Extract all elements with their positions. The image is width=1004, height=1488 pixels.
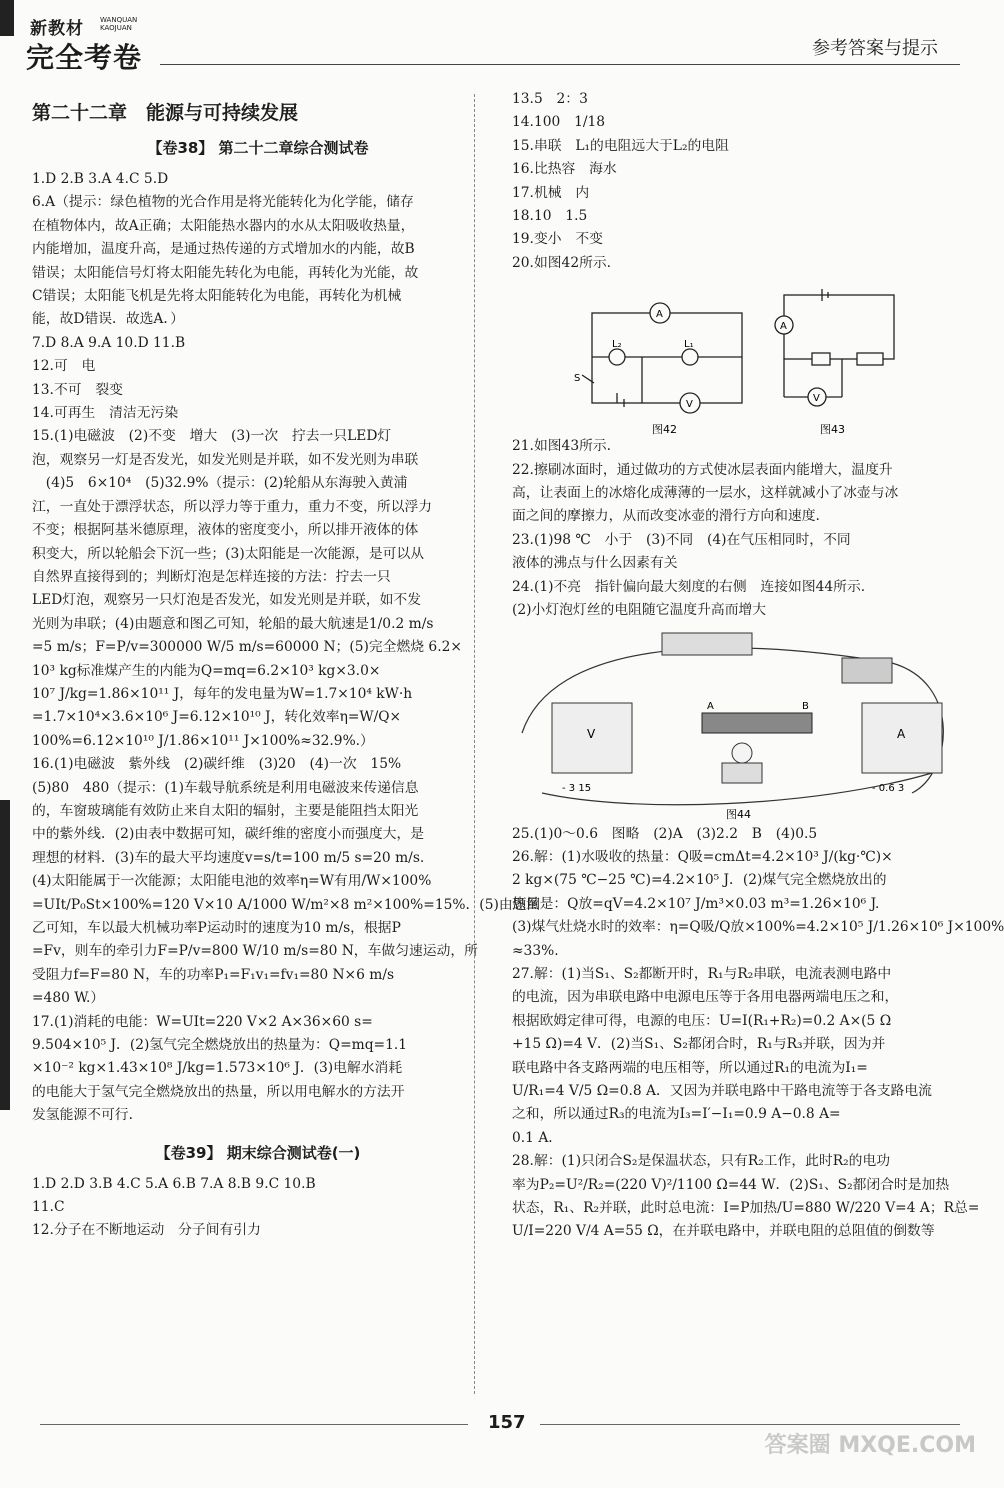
answer-line: (4)太阳能属于一次能源；太阳能电池的效率η=W有用/W×100% bbox=[32, 873, 432, 890]
answers-right-a bbox=[512, 88, 972, 275]
answer-line: 14.可再生 清洁无污染 bbox=[32, 405, 179, 422]
answer-line: 理想的材料．(3)车的最大平均速度v=s/t=100 m/5 s=20 m/s. bbox=[32, 849, 425, 866]
fig44-caption: 图44 bbox=[726, 807, 751, 821]
page-number: 157 bbox=[488, 1412, 526, 1433]
answer-line: 27.解：(1)当S₁、S₂都断开时，R₁与R₂串联，电流表测电路中 bbox=[512, 965, 892, 982]
page-edge-mark bbox=[0, 0, 14, 36]
answer-line: 1.D 2.D 3.B 4.C 5.A 6.B 7.A 8.B 9.C 10.B bbox=[32, 1175, 316, 1192]
answer-line: 17.机械 内 bbox=[512, 184, 590, 201]
answer-line: 在植物体内，故A正确；太阳能热水器内的水从太阳吸收热量， bbox=[32, 217, 415, 234]
answer-line: 7.D 8.A 9.A 10.D 11.B bbox=[32, 334, 186, 351]
answer-line: 24.(1)不亮 指针偏向最大刻度的右侧 连接如图44所示. bbox=[512, 578, 866, 595]
fig43-voltmeter-label: V bbox=[813, 393, 820, 405]
brand-pinyin: WANQUAN KAOJUAN bbox=[100, 16, 138, 32]
answer-line: ≈33%. bbox=[512, 942, 559, 959]
answer-line: 自然界直接得到的；判断灯泡是怎样连接的方法：拧去一只 bbox=[32, 568, 391, 585]
answer-line: =UIt/P₀St×100%=120 V×10 A/1000 W/m²×8 m²×100%=15%．(5)由题图 bbox=[32, 896, 541, 913]
answer-line: 受阻力f=F=80 N，车的功率P₁=F₁v₁=fv₁=80 N×6 m/s bbox=[32, 966, 395, 983]
answer-line: 13.5 2：3 bbox=[512, 91, 588, 107]
answer-line: 热量是：Q放=qV=4.2×10⁷ J/m³×0.03 m³=1.26×10⁶ J. bbox=[512, 895, 880, 912]
answer-line: 高，让表面上的冰熔化成薄薄的一层水，这样就减小了冰壶与冰 bbox=[512, 485, 899, 502]
answer-line: 的电流，因为串联电路中电源电压等于各用电器两端电压之和， bbox=[512, 989, 899, 1006]
answer-line: 19.变小 不变 bbox=[512, 231, 603, 248]
answer-line: 6.A（提示：绿色植物的光合作用是将光能转化为化学能，储存 bbox=[32, 194, 414, 211]
answer-line: 江，一直处于漂浮状态，所以浮力等于重力，重力不变，所以浮力 bbox=[32, 498, 433, 515]
answer-line: 根据欧姆定律可得，电源的电压：U=I(R₁+R₂)=0.2 A×(5 Ω bbox=[512, 1012, 892, 1029]
answer-line: 积变大，所以轮船会下沉一些；(3)太阳能是一次能源，是可以从 bbox=[32, 545, 425, 562]
answer-line: LED灯泡，观察另一只灯泡是否发光，如发光则是并联，如不发 bbox=[32, 592, 422, 609]
answer-line: =1.7×10⁴×3.6×10⁶ J=6.12×10¹⁰ J，转化效率η=W/Q× bbox=[32, 709, 402, 726]
figures-42-43 bbox=[512, 275, 972, 435]
answer-line: 发氢能源不可行． bbox=[32, 1107, 143, 1124]
answer-line: 25.(1)0～0.6 图略 (2)A (3)2.2 B (4)0.5 bbox=[512, 825, 818, 842]
answer-line: 15.串联 L₁的电阻远大于L₂的电阻 bbox=[512, 137, 729, 154]
answer-line: +15 Ω)=4 V．(2)当S₁、S₂都闭合时，R₁与R₃并联，因为并 bbox=[512, 1036, 886, 1053]
fig44-ammeter-terminals: - 0.6 3 bbox=[872, 782, 905, 794]
answer-line: C错误；太阳能飞机是先将太阳能转化为电能，再转化为机械 bbox=[32, 288, 402, 305]
figure-43-circuit bbox=[775, 289, 894, 406]
fig44-b-end-label: B bbox=[802, 700, 809, 712]
answer-line: 面之间的摩擦力，从而改变冰壶的滑行方向和速度. bbox=[512, 508, 820, 525]
answer-line: 13.不可 裂变 bbox=[32, 381, 123, 398]
answer-line: 2 kg×(75 ℃−25 ℃)=4.2×10⁵ J．(2)煤气完全燃烧放出的 bbox=[512, 872, 887, 889]
answer-line: 12.可 电 bbox=[32, 358, 96, 375]
answer-line: 26.解：(1)水吸收的热量：Q吸=cmΔt=4.2×10³ J/(kg·℃)× bbox=[512, 848, 893, 865]
fig42-ammeter-label: A bbox=[656, 309, 663, 321]
experiment-photo bbox=[512, 623, 972, 823]
section-title-38: 【卷38】 第二十二章综合测试卷 bbox=[147, 139, 369, 157]
answer-line: 液体的沸点与什么因素有关 bbox=[512, 555, 678, 572]
footer-rule-left bbox=[40, 1424, 468, 1425]
fig43-ammeter-label: A bbox=[780, 321, 787, 333]
answer-line: 9.504×10⁵ J．(2)氢气完全燃烧放出的热量为：Q=mq=1.1 bbox=[32, 1037, 408, 1054]
answer-line: 10⁷ J/kg=1.86×10¹¹ J，每年的发电量为W=1.7×10⁴ kW·h bbox=[32, 685, 413, 702]
fig44-v-label: V bbox=[587, 726, 596, 741]
answer-line: 10³ kg标准煤产生的内能为Q=mq=6.2×10³ kg×3.0× bbox=[32, 662, 381, 679]
fig43-caption: 图43 bbox=[820, 423, 845, 437]
fig42-l1-label: L₁ bbox=[684, 339, 694, 351]
figure-44 bbox=[512, 623, 972, 823]
fig42-l2-label: L₂ bbox=[612, 339, 622, 351]
answers-right-b bbox=[512, 435, 972, 622]
header-rule bbox=[160, 64, 960, 65]
answer-line: ×10⁻² kg×1.43×10⁸ J/kg=1.573×10⁶ J．(3)电解水消耗 bbox=[32, 1060, 403, 1077]
answer-line: =480 W.） bbox=[32, 990, 105, 1007]
answer-line: 泡，观察另一灯是否发光，如发光则是并联，如不发光则为串联 bbox=[32, 451, 419, 468]
answer-line: 不变；根据阿基米德原理，液体的密度变小，所以排开液体的体 bbox=[32, 522, 419, 539]
fig44-a-label: A bbox=[897, 726, 906, 741]
answer-line: 的电能大于氢气完全燃烧放出的热量，所以用电解水的方法开 bbox=[32, 1083, 405, 1100]
answer-line: 23.(1)98 ℃ 小于 (3)不同 (4)在气压相同时，不同 bbox=[512, 531, 851, 548]
answer-line: 20.如图42所示. bbox=[512, 254, 612, 271]
answer-line: 16.比热容 海水 bbox=[512, 161, 617, 178]
answer-line: 22.擦刷冰面时，通过做功的方式使冰层表面内能增大，温度升 bbox=[512, 461, 893, 478]
answer-line: 光则为串联；(4)由题意和图乙可知，轮船的最大航速是1/0.2 m/s bbox=[32, 615, 434, 632]
watermark: 答案圈 MXQE.COM bbox=[764, 1433, 976, 1458]
answer-line: 17.(1)消耗的电能：W=UIt=220 V×2 A×36×60 s= bbox=[32, 1013, 373, 1030]
fig42-switch-label: S bbox=[574, 373, 581, 385]
answer-line: 率为P₂=U²/R₂=(220 V)²/1100 Ω=44 W．(2)S₁、S₂都闭合时是加热 bbox=[512, 1176, 950, 1193]
answers-right-c bbox=[512, 823, 1004, 1244]
section-title-39: 【卷39】 期末综合测试卷(一) bbox=[155, 1143, 361, 1162]
answer-line: (4)5 6×10⁴ (5)32.9%（提示：(2)轮船从东海驶入黄浦 bbox=[32, 475, 408, 492]
answer-line: (3)煤气灶烧水时的效率：η=Q吸/Q放×100%=4.2×10⁵ J/1.26×10⁶ J×100% bbox=[512, 919, 1004, 936]
answer-line: 14.100 1/18 bbox=[512, 114, 606, 131]
right-column bbox=[512, 88, 1004, 1244]
answer-line: 16.(1)电磁波 紫外线 (2)碳纤维 (3)20 (4)一次 15% bbox=[32, 756, 402, 773]
page-edge-shadow bbox=[0, 800, 10, 1110]
answer-line: 15.(1)电磁波 (2)不变 增大 (3)一次 拧去一只LED灯 bbox=[32, 428, 392, 445]
fig42-voltmeter-label: V bbox=[686, 399, 693, 411]
answer-line: 状态，R₁、R₂并联，此时总电流：I=P加热/U=880 W/220 V=4 A；R总= bbox=[512, 1200, 980, 1216]
answer-line: 1.D 2.B 3.A 4.C 5.D bbox=[32, 171, 169, 187]
answer-line: 12.分子在不断地运动 分子间有引力 bbox=[32, 1222, 261, 1239]
circuit-diagrams bbox=[512, 275, 972, 435]
header-title: 参考答案与提示 bbox=[812, 38, 938, 59]
answer-line: =Fv，则车的牵引力F=P/v=800 W/10 m/s=80 N，车做匀速运动，所 bbox=[32, 943, 478, 960]
answer-line: 的，车窗玻璃能有效防止来自太阳的辐射，主要是能阻挡太阳光 bbox=[32, 802, 419, 819]
answer-line: (2)小灯泡灯丝的电阻随它温度升高而增大 bbox=[512, 602, 767, 619]
answer-line: 错误；太阳能信号灯将太阳能先转化为电能，再转化为光能，故 bbox=[32, 264, 419, 281]
fig42-caption: 图42 bbox=[652, 423, 677, 437]
answer-line: 乙可知，车以最大机械功率P运动时的速度为10 m/s，根据P bbox=[32, 920, 401, 936]
brand-logo: 完全考卷 bbox=[26, 41, 143, 74]
answer-line: 中的紫外线．(2)由表中数据可知，碳纤维的密度小而强度大，是 bbox=[32, 826, 425, 843]
answer-line: 内能增加，温度升高，是通过热传递的方式增加水的内能，故B bbox=[32, 241, 415, 258]
answer-line: 100%=6.12×10¹⁰ J/1.86×10¹¹ J×100%≈32.9%.） bbox=[32, 732, 374, 749]
answer-line: 11.C bbox=[32, 1199, 65, 1216]
answer-line: (5)80 480（提示：(1)车载导航系统是利用电磁波来传递信息 bbox=[32, 779, 419, 796]
answer-line: 0.1 A. bbox=[512, 1129, 553, 1146]
answer-line: 28.解：(1)只闭合S₂是保温状态，只有R₂工作，此时R₂的电功 bbox=[512, 1153, 891, 1170]
answer-line: 联电路中各支路两端的电压相等，所以通过R₁的电流为I₁= bbox=[512, 1059, 868, 1076]
fig44-a-end-label: A bbox=[707, 700, 714, 712]
answer-line: 能，故D错误．故选A．） bbox=[32, 311, 185, 328]
fig44-voltmeter-terminals: - 3 15 bbox=[562, 782, 592, 794]
chapter-title: 第二十二章 能源与可持续发展 bbox=[32, 102, 299, 124]
answer-line: 21.如图43所示. bbox=[512, 438, 612, 455]
answer-line: 之和，所以通过R₃的电流为I₃=I′−I₁=0.9 A−0.8 A= bbox=[512, 1106, 841, 1123]
answer-line: U/I=220 V/4 A=55 Ω，在并联电路中，并联电阻的总阻值的倒数等 bbox=[512, 1223, 935, 1240]
answers-39 bbox=[32, 1173, 484, 1243]
answer-line: 18.10 1.5 bbox=[512, 208, 588, 225]
answer-line: =5 m/s；F=P/v=300000 W/5 m/s=60000 N；(5)完全燃烧 6.2× bbox=[32, 639, 462, 656]
brand-subtitle: 新教材 bbox=[30, 19, 84, 39]
footer-rule-right bbox=[540, 1424, 960, 1425]
answer-line: U/R₁=4 V/5 Ω=0.8 A．又因为并联电路中干路电流等于各支路电流 bbox=[512, 1082, 932, 1099]
